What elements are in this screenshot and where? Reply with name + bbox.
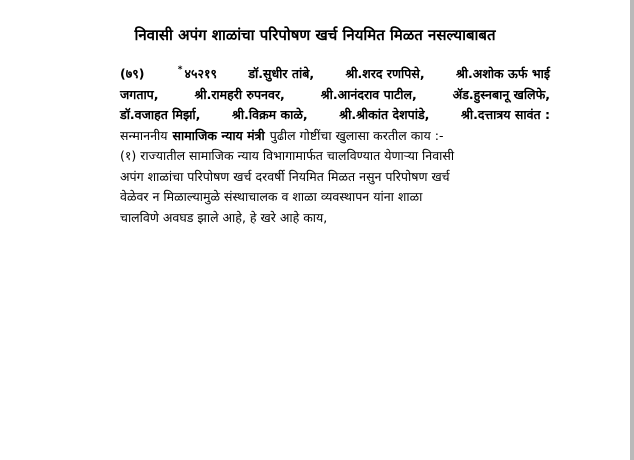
question-part-1-line-4: चालविणे अवघड झाले आहे, हे खरे आहे काय, — [120, 209, 328, 225]
member-name: श्री.दत्तात्रय सावंत : — [461, 107, 550, 122]
starred-question-marker: * — [177, 65, 183, 75]
member-name: श्री.श्रीकांत देशपांडे, — [339, 107, 430, 122]
question-part-1-line-2: अपंग शाळांचा परिपोषण खर्च दरवर्षी नियमित मिळत नसुन परिपोषण खर्च — [120, 168, 450, 184]
question-line-2 — [120, 85, 550, 106]
member-name: श्री.विक्रम काळे, — [232, 107, 308, 122]
member-name: श्री.आनंदराव पाटील, — [320, 86, 417, 102]
addressee-line — [120, 126, 550, 147]
question-id-group — [176, 64, 217, 85]
question-line-3 — [120, 105, 550, 126]
page-scroll-edge — [630, 0, 634, 460]
question-part-1-line-3: वेळेवर न मिळाल्यामुळे संस्थाचालक व शाळा व्यवस्थापन यांना शाळा — [120, 189, 423, 204]
question-id: ४५२१९ — [184, 66, 218, 81]
question-line-1 — [120, 64, 550, 85]
document-title: निवासी अपंग शाळांचा परिपोषण खर्च नियमित मिळत नसल्याबाबत — [134, 26, 496, 44]
member-name: डॉ.वजाहत मिर्झा, — [120, 107, 201, 122]
question-part-1-line-1: (१) राज्यातील सामाजिक न्याय विभागामार्फत चालविण्यात येणाऱ्या निवासी — [120, 148, 455, 163]
question-number: (७९) — [120, 66, 145, 81]
member-name: डॉ.सुधीर तांबे, — [248, 66, 315, 81]
member-name: श्री.शरद रणपिसे, — [345, 66, 425, 81]
member-name: ॲड.हुस्नबानू खलिफे, — [452, 86, 550, 102]
addressee-suffix: पुढील गोष्टींचा खुलासा करतील काय :- — [269, 127, 444, 143]
addressee-minister: सामाजिक न्याय मंत्री — [172, 127, 265, 143]
member-name: जगताप, — [120, 86, 159, 102]
addressee-prefix: सन्माननीय — [120, 127, 168, 143]
member-name: श्री.रामहरी रुपनवर, — [194, 86, 285, 102]
question-block — [120, 64, 550, 228]
member-name: श्री.अशोक ऊर्फ भाई — [455, 66, 550, 81]
